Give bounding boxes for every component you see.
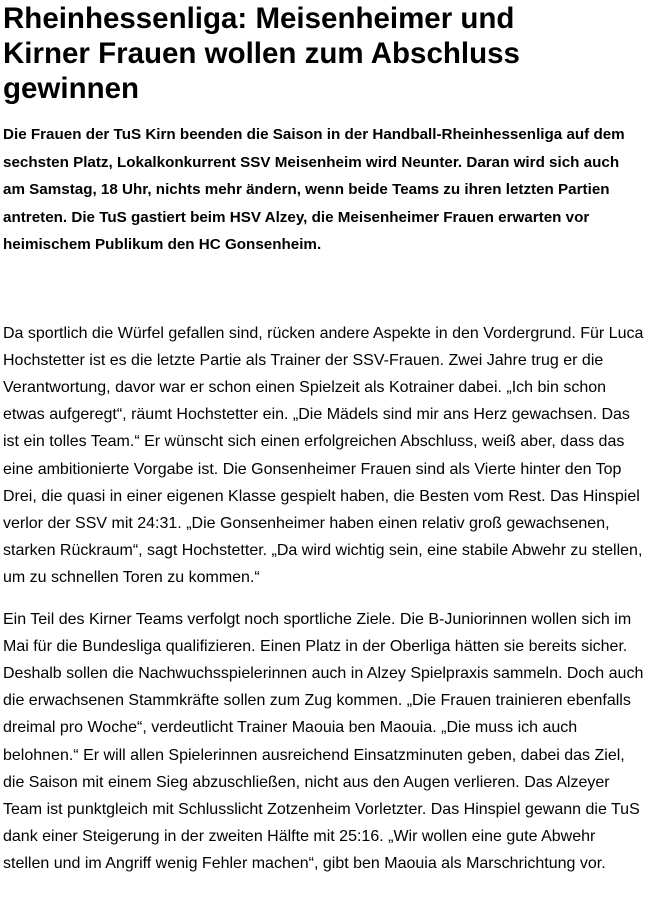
article-lead: Die Frauen der TuS Kirn beenden die Saison in der Handball-Rheinhessenliga auf dem sechsten Platz, Lokalkonkurrent SSV Meisenheim wird Neunter. Daran wird sich auch am Samstag, 18 Uhr, nichts mehr ändern, wenn beide Teams zu ihren letzten Partien antreten. Die TuS gastiert beim HSV Alzey, die Meisenheimer Frauen erwarten vor heimischem Publikum den HC Gonsenheim. [3,126,625,253]
article [3,0,645,878]
article-headline: Rheinhessenliga: Meisenheimer und Kirner Frauen wollen zum Abschluss gewinnen [3,2,520,105]
article-paragraph: Da sportlich die Würfel gefallen sind, rücken andere Aspekte in den Vordergrund. Für Luca Hochstetter ist es die letzte Partie als Trainer der SSV-Frauen. Zwei Jahre trug er die Verantwortung, davor war er schon einen Spielzeit als Kotrainer dabei. „Ich bin schon etwas aufgeregt“, räumt Hochstetter ein. „Die Mädels sind mir ans Herz gewachsen. Das ist ein tolles Team.“ Er wünscht sich einen erfolgreichen Abschluss, weiß aber, dass das eine ambitionierte Vorgabe ist. Die Gonsenheimer Frauen sind als Vierte hinter den Top Drei, die quasi in einer eigenen Klasse gespielt haben, die Besten vom Rest. Das Hinspiel verlor der SSV mit 24:31. „Die Gonsenheimer haben einen relativ groß gewachsenen, starken Rückraum“, sagt Hochstetter. „Da wird wichtig sein, eine stabile Abwehr zu stellen, um zu schnellen Toren zu kommen.“ [3,324,644,587]
article-paragraph: Ein Teil des Kirner Teams verfolgt noch sportliche Ziele. Die B-Juniorinnen wollen sich im Mai für die Bundesliga qualifizieren. Einen Platz in der Oberliga hätten sie bereits sicher. Deshalb sollen die Nachwuchsspielerinnen auch in Alzey Spielpraxis sammeln. Doch auch die erwachsenen Stammkräfte sollen zum Zug kommen. „Die Frauen trainieren ebenfalls dreimal pro Woche“, verdeutlicht Trainer Maouia ben Maouia. „Die muss ich auch belohnen.“ Er will allen Spielerinnen ausreichend Einsatzminuten geben, dabei das Ziel, die Saison mit einem Sieg abzuschließen, nicht aus den Augen verlieren. Das Alzeyer Team ist punktgleich mit Schlusslicht Zotzenheim Vorletzter. Das Hinspiel gewann die TuS dank einer Steigerung in der zweiten Hälfte mit 25:16. „Wir wollen eine gute Abwehr stellen und im Angriff wenig Fehler machen“, gibt ben Maouia als Marschrichtung vor. [3,610,644,873]
